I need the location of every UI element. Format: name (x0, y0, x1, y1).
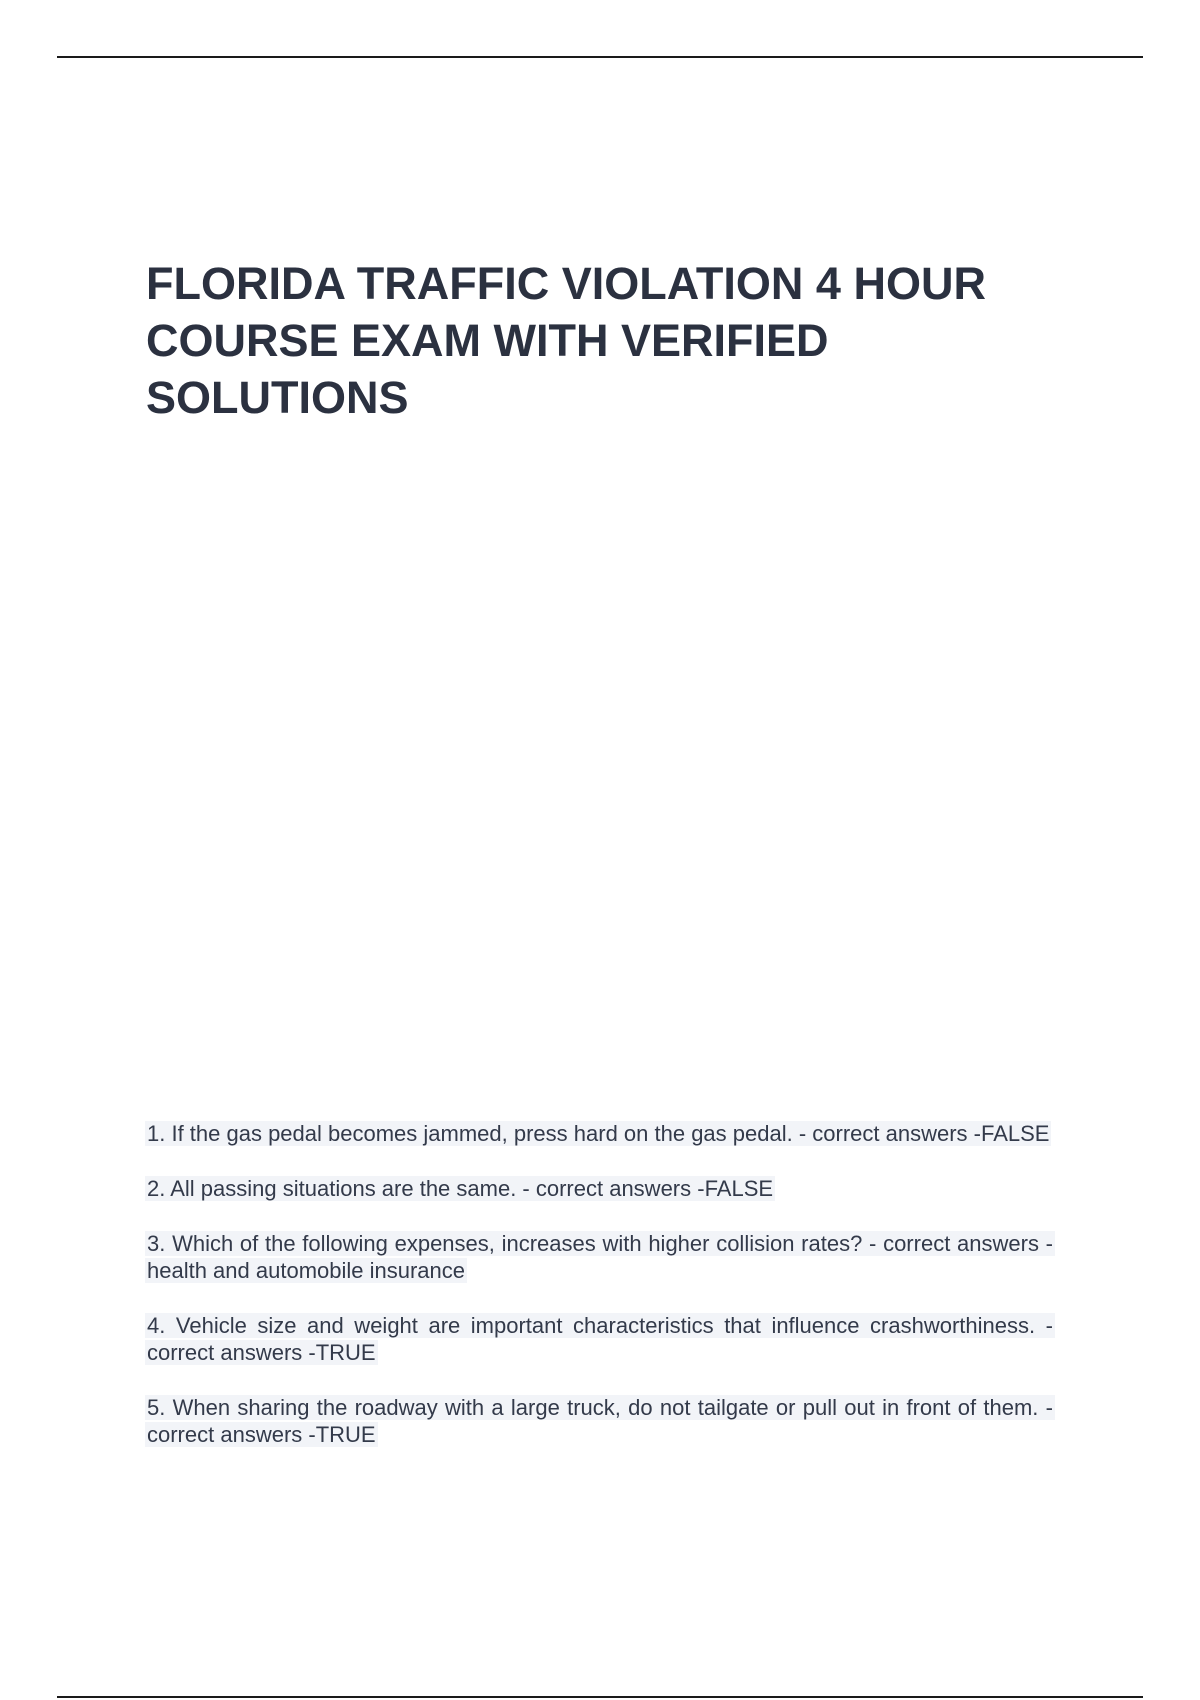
document-title: FLORIDA TRAFFIC VIOLATION 4 HOUR COURSE EXAM WITH VERIFIED SOLUTIONS (146, 258, 986, 423)
question-text-5: 5. When sharing the roadway with a large truck, do not tailgate or pull out in front of them. - correct answers -TRUE (147, 1395, 1053, 1447)
question-item-2 (145, 1175, 1055, 1202)
question-item-3 (145, 1230, 1055, 1284)
question-text-3: 3. Which of the following expenses, increases with higher collision rates? - correct answers -health and automobile insurance (147, 1231, 1053, 1283)
question-item-1 (145, 1120, 1055, 1147)
question-text-2: 2. All passing situations are the same. - correct answers -FALSE (147, 1176, 774, 1201)
question-item-4 (145, 1312, 1055, 1366)
question-text-4: 4. Vehicle size and weight are important characteristics that influence crashworthiness. - correct answers -TRUE (147, 1313, 1053, 1365)
question-item-5 (145, 1394, 1055, 1448)
question-list (145, 1120, 1055, 1476)
question-text-1: 1. If the gas pedal becomes jammed, press hard on the gas pedal. - correct answers -FALSE (147, 1121, 1050, 1146)
bottom-divider (57, 1696, 1143, 1698)
top-divider (57, 56, 1143, 58)
